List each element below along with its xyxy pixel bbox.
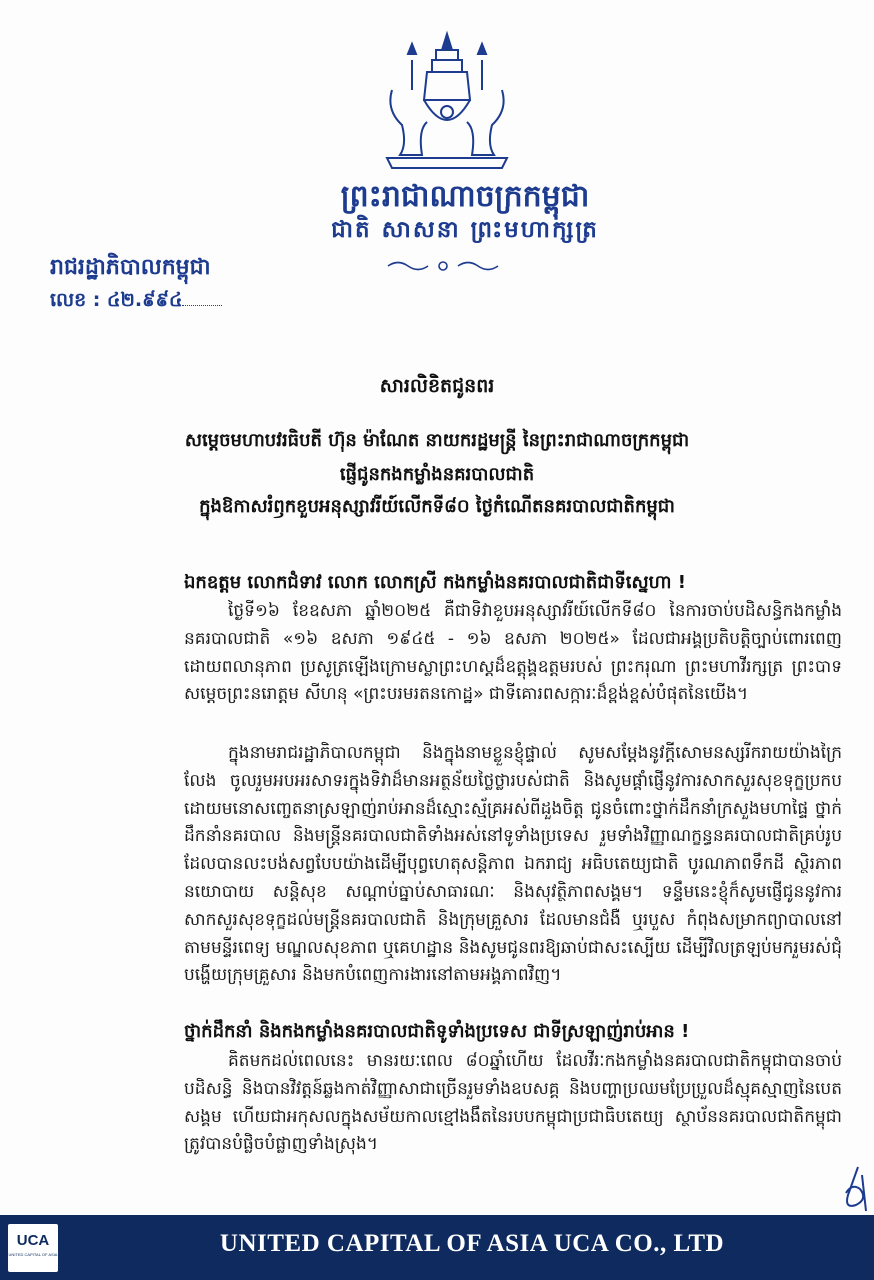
reference-line [50, 288, 222, 316]
paragraph-3 [184, 1048, 842, 1159]
reference-number: ៤២.៩៩៤ [107, 289, 183, 311]
national-motto: ជាតិ សាសនា ព្រះមហាក្សត្រ [331, 217, 599, 243]
sender-line: សម្ដេចមហាបវរធិបតី ហ៊ុន ម៉ាណែត នាយករដ្ឋមន្ត្រី នៃព្រះរាជាណាចក្រកម្ពុជា [184, 430, 690, 451]
logo-text: UCA [16, 1232, 50, 1249]
reference-label: លេខ : [50, 289, 108, 311]
paragraph-2 [184, 740, 842, 990]
paragraph-1-text: ថ្ងៃទី១៦ ខែឧសភា ឆ្នាំ២០២៥ គឺជាទិវាខួបអនុស្សាវរីយ៍លើកទី៨០ នៃការចាប់បដិសន្ធិកងកម្លាំងនគរបាលជាតិ «១៦ ឧសភា ១៩៤៥ - ១៦ ឧសភា ២០២៥» ដែលជាអង្គប្រតិបត្តិច្បាប់ពោរពេញដោយពលានុភាព ប្រសូត្រឡើងក្រោមស្លាព្រះហស្ដដ៏ឧត្តុង្គឧត្តមរបស់ ព្រះករុណា ព្រះមហាវីរក្សត្រ ព្រះបាទសម្ដេចព្រះនរោត្តម សីហនុ «ព្រះបរមរតនកោដ្ឋ» ជាទីគោរពសក្ការៈដ៏ខ្ពង់ខ្ពស់បំផុតនៃយើង។ [184, 601, 842, 705]
ornament-divider-icon [378, 256, 508, 276]
paragraph-1 [184, 598, 842, 709]
paragraph-2-text: ក្នុងនាមរាជរដ្ឋាភិបាលកម្ពុជា និងក្នុងនាមខ្លួនខ្ញុំផ្ទាល់ សូមសម្ដែងនូវក្ដីសោមនស្សរីករាយយ៉ាងក្រៃលែង ចូលរួមអបអរសាទរក្នុងទិវាដ៏មានអត្ថន័យថ្លៃថ្លារបស់ជាតិ និងសូមផ្ដាំផ្ញើនូវការសាកសួរសុខទុក្ខប្រកបដោយមនោសញ្ចេតនាស្រឡាញ់រាប់អានដ៏ស្មោះស្ម័គ្រអស់ពីដួងចិត្ត ជូនចំពោះថ្នាក់ដឹកនាំក្រសួងមហាផ្ទៃ ថ្នាក់ដឹកនាំនគរបាល និងមន្ត្រីនគរបាលជាតិទាំងអស់នៅទូទាំងប្រទេស រួមទាំងវិញ្ញាណក្ខន្ធនគរបាលជាតិគ្រប់រូប ដែលបានលះបង់សព្វបែបយ៉ាងដើម្បីបុព្វហេតុសន្តិភាព ឯករាជ្យ អធិបតេយ្យជាតិ បូរណភាពទឹកដី ស្ថិរភាពនយោបាយ សន្តិសុខ សណ្ដាប់ធ្នាប់សាធារណៈ និងសុវត្ថិភាពសង្គម។ ទន្ទឹមនេះខ្ញុំក៏សូមផ្ញើជូននូវការសាកសួរសុខទុក្ខដល់មន្ត្រីនគរបាលជាតិ និងក្រុមគ្រួសារ ដែលមានជំងឺ ឬរបួស កំពុងសម្រាកព្យាបាលនៅតាមមន្ទីរពេទ្យ មណ្ឌលសុខភាព ឬគេហដ្ឋាន និងសូមជូនពរឱ្យឆាប់ជាសះស្បើយ ដើម្បីវិលត្រឡប់មករួមរស់ជុំបង្ហើយក្រុមគ្រួសារ និងមកបំពេញការងារនៅតាមអង្គភាពវិញ។ [184, 743, 842, 986]
signature-mark [838, 1165, 872, 1213]
dotted-line [182, 305, 222, 306]
letter-title: សារលិខិតជូនពរ [379, 375, 495, 397]
subheading: ថ្នាក់ដឹកនាំ និងកងកម្លាំងនគរបាលជាតិទូទាំងប្រទេស ជាទីស្រឡាញ់រាប់អាន ! [184, 1021, 690, 1042]
paragraph-3-text: គិតមកដល់ពេលនេះ មានរយៈពេល ៨០ឆ្នាំហើយ ដែលវីរៈកងកម្លាំងនគរបាលជាតិកម្ពុជាបានចាប់បដិសន្ធិ និងបានវិវត្តន៍ឆ្លងកាត់វិញ្ញាសាជាច្រើនរួមទាំងឧបសគ្គ និងបញ្ហាប្រឈមប្រែប្រួលដ៏ស្មុគស្មាញនៃបេតសង្គម ហើយជាអកុសលក្នុងសម័យកាលខ្មៅងងឹតនៃរបបកម្ពុជាប្រជាធិបតេយ្យ ស្ថាប័ននគរបាលជាតិកម្ពុជា ត្រូវបានបំផ្លិចបំផ្លាញទាំងស្រុង។ [184, 1051, 842, 1155]
recipient-line: ផ្ញើជូនកងកម្លាំងនគរបាលជាតិ [339, 464, 535, 485]
salutation: ឯកឧត្តម លោកជំទាវ លោក លោកស្រី កងកម្លាំងនគរបាលជាតិជាទីស្នេហា ! [184, 572, 686, 593]
company-name: UNITED CAPITAL OF ASIA UCA CO., LTD [219, 1230, 725, 1257]
kingdom-title: ព្រះរាជាណាចក្រកម្ពុជា [340, 179, 590, 214]
occasion-line: ក្នុងឱកាសរំឭកខួបអនុស្សាវរីយ៍លើកទី៨០ ថ្ងៃកំណើតនគរបាលជាតិកម្ពុជា [199, 496, 675, 517]
government-name: រាជរដ្ឋាភិបាលកម្ពុជា [50, 255, 211, 280]
royal-arms-icon [372, 30, 522, 170]
logo-subtext: UNITED CAPITAL OF ASIA [8, 1252, 58, 1257]
